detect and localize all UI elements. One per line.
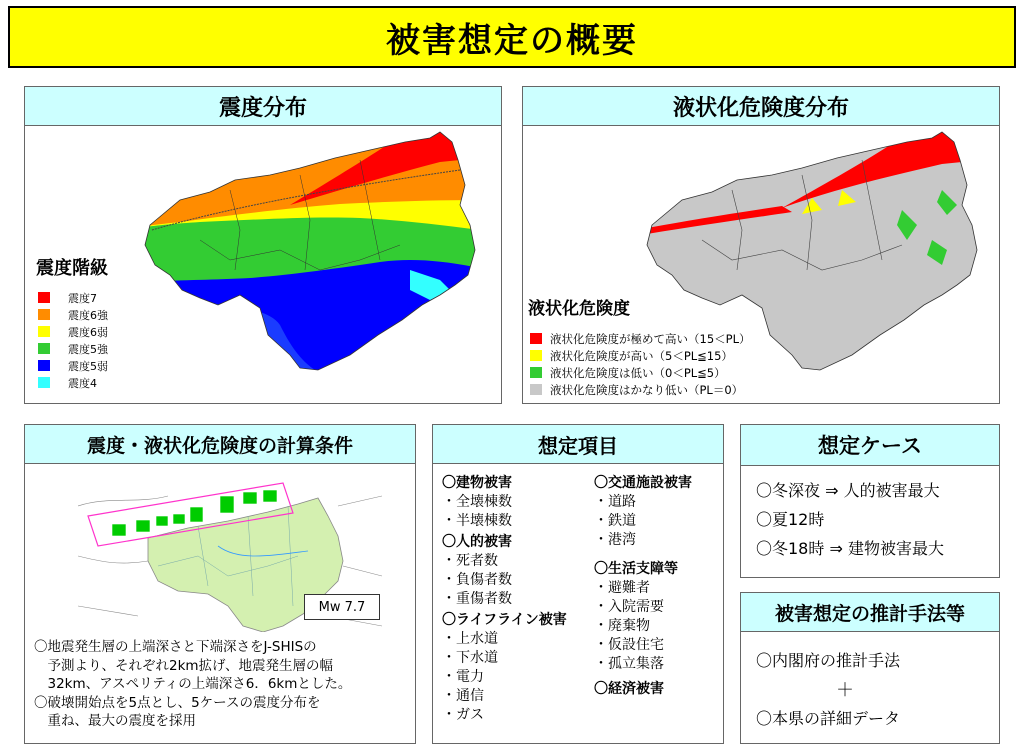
case-line: 〇冬深夜 ⇒ 人的被害最大 bbox=[756, 481, 940, 500]
intensity-legend-row bbox=[38, 357, 158, 374]
legend-swatch bbox=[38, 343, 50, 354]
legend-swatch bbox=[530, 350, 542, 361]
liquefaction-panel-heading: 液状化危険度分布 bbox=[522, 86, 1000, 126]
legend-swatch bbox=[38, 360, 50, 371]
liquefaction-legend-row bbox=[530, 330, 830, 347]
item-heading: 〇交通施設被害 bbox=[594, 475, 692, 491]
intensity-legend-row bbox=[38, 323, 158, 340]
note-line: 重ね、最大の震度を採用 bbox=[34, 713, 196, 729]
legend-swatch bbox=[38, 292, 50, 303]
intensity-legend-title: 震度階級 bbox=[36, 258, 108, 279]
liquefaction-legend-row bbox=[530, 347, 830, 364]
legend-label: 液状化危険度が高い（5＜PL≦15） bbox=[550, 348, 733, 363]
liquefaction-legend-row bbox=[530, 364, 830, 381]
method-line-1: 〇内閣府の推計手法 bbox=[756, 651, 901, 670]
note-line: 予測より、それぞれ2km拡げ、地震発生層の幅 bbox=[34, 657, 334, 674]
case-line: 〇冬18時 ⇒ 建物被害最大 bbox=[756, 539, 944, 558]
item-heading: 〇人的被害 bbox=[442, 534, 512, 550]
magnitude-label: Mw 7.7 bbox=[318, 599, 366, 615]
legend-label: 震度7 bbox=[68, 291, 97, 305]
legend-label: 液状化危険度が極めて高い（15＜PL） bbox=[550, 331, 751, 346]
item-entry: ・上水道 bbox=[442, 631, 498, 647]
item-entry: ・入院需要 bbox=[594, 599, 664, 615]
legend-swatch bbox=[530, 333, 542, 344]
item-entry: ・道路 bbox=[594, 494, 636, 510]
item-entry: ・全壊棟数 bbox=[442, 494, 512, 510]
legend-label: 震度5弱 bbox=[68, 359, 108, 373]
magnitude-box bbox=[304, 594, 380, 620]
intensity-legend-row bbox=[38, 374, 158, 391]
item-entry: ・通信 bbox=[442, 688, 484, 704]
intensity-map bbox=[140, 130, 480, 390]
item-heading: 〇ライフライン被害 bbox=[442, 612, 567, 628]
note-line: 32km、アスペリティの上端深さ6．6kmとした。 bbox=[34, 676, 352, 692]
method-line-2: 〇本県の詳細データ bbox=[756, 709, 901, 728]
cases-list bbox=[756, 476, 944, 563]
legend-swatch bbox=[38, 326, 50, 337]
item-entry: ・孤立集落 bbox=[594, 656, 664, 672]
method-panel-heading: 被害想定の推計手法等 bbox=[740, 592, 1000, 632]
liquefaction-legend-title: 液状化危険度 bbox=[528, 299, 630, 319]
conditions-panel-heading: 震度・液状化危険度の計算条件 bbox=[24, 424, 416, 464]
page-title-bar bbox=[8, 6, 1016, 68]
liquefaction-legend-row bbox=[530, 381, 830, 398]
intensity-legend-row bbox=[38, 289, 158, 306]
legend-label: 震度6強 bbox=[68, 308, 108, 322]
intensity-legend-row bbox=[38, 306, 158, 323]
cases-panel-heading: 想定ケース bbox=[740, 424, 1000, 466]
items-column-1 bbox=[442, 474, 567, 725]
legend-label: 震度4 bbox=[68, 376, 97, 390]
item-entry: ・負傷者数 bbox=[442, 572, 512, 588]
note-line: 〇破壊開始点を5点とし、5ケースの震度分布を bbox=[34, 694, 321, 711]
item-entry: ・電力 bbox=[442, 669, 484, 685]
item-heading: 〇経済被害 bbox=[594, 681, 664, 697]
legend-label: 液状化危険度はかなり低い（PL＝0） bbox=[550, 382, 744, 397]
legend-swatch bbox=[530, 367, 542, 378]
item-entry: ・下水道 bbox=[442, 650, 498, 666]
intensity-panel-heading: 震度分布 bbox=[24, 86, 502, 126]
case-line: 〇夏12時 bbox=[756, 510, 825, 529]
note-line: 〇地震発生層の上端深さと下端深さをJ-SHISの bbox=[34, 639, 317, 655]
item-entry: ・避難者 bbox=[594, 580, 650, 596]
item-entry: ・鉄道 bbox=[594, 513, 636, 529]
item-entry: ・半壊棟数 bbox=[442, 513, 512, 529]
conditions-notes bbox=[34, 638, 412, 731]
item-heading: 〇建物被害 bbox=[442, 475, 512, 491]
legend-label: 震度6弱 bbox=[68, 325, 108, 339]
items-column-2 bbox=[594, 474, 692, 699]
page-title: 被害想定の概要 bbox=[386, 20, 638, 61]
item-entry: ・死者数 bbox=[442, 553, 498, 569]
legend-swatch bbox=[530, 384, 542, 395]
legend-swatch bbox=[38, 309, 50, 320]
item-entry: ・廃棄物 bbox=[594, 618, 650, 634]
item-entry: ・港湾 bbox=[594, 532, 636, 548]
intensity-legend-row bbox=[38, 340, 158, 357]
method-plus: ＋ bbox=[836, 680, 854, 701]
liquefaction-legend bbox=[530, 330, 830, 398]
item-entry: ・ガス bbox=[442, 707, 484, 723]
item-entry: ・重傷者数 bbox=[442, 591, 512, 607]
legend-label: 液状化危険度は低い（0＜PL≦5） bbox=[550, 365, 726, 380]
legend-swatch bbox=[38, 377, 50, 388]
item-heading: 〇生活支障等 bbox=[594, 561, 678, 577]
items-panel-heading: 想定項目 bbox=[432, 424, 724, 464]
legend-label: 震度5強 bbox=[68, 342, 108, 356]
intensity-legend bbox=[38, 289, 158, 391]
item-entry: ・仮設住宅 bbox=[594, 637, 664, 653]
